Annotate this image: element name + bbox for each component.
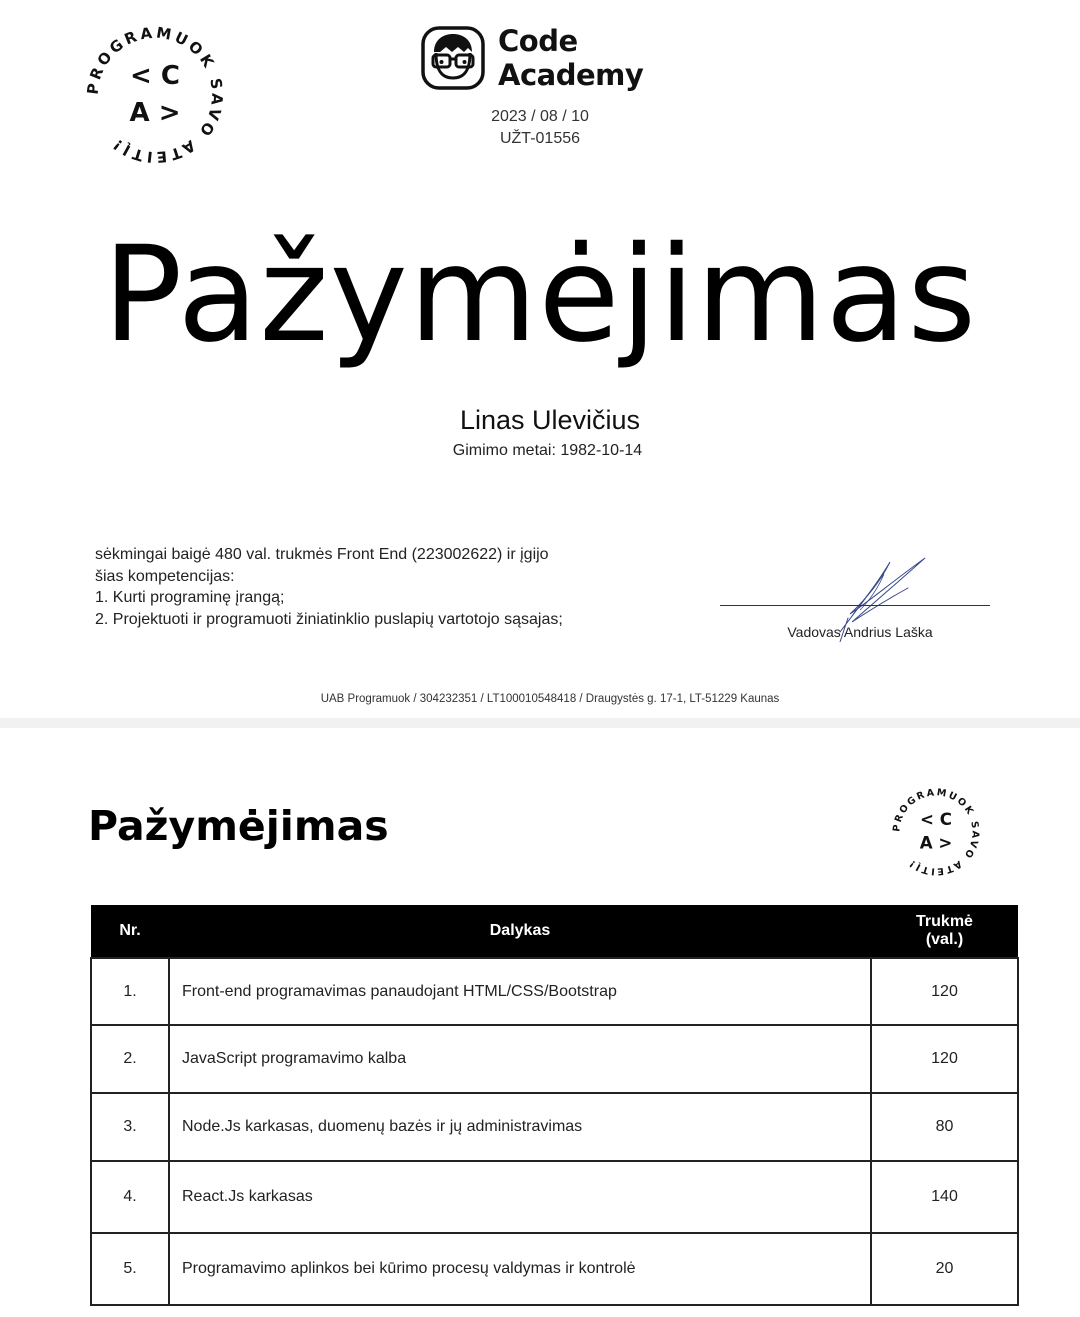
row-hours: 80 — [871, 1093, 1018, 1161]
row-nr: 5. — [91, 1233, 169, 1305]
programuok-badge-logo — [80, 20, 230, 170]
body-line: šias kompetencijas: — [95, 567, 235, 585]
competency-item: 2. Projektuoti ir programuoti žiniatinklio puslapių vartotojo sąsajas; — [95, 610, 563, 628]
certificate-body — [95, 544, 655, 630]
row-nr: 3. — [91, 1093, 169, 1161]
svg-text:PROGRAMUOK SAVO ATEITĮ! — [84, 23, 227, 166]
table-header-row — [91, 905, 1018, 958]
table-row — [91, 958, 1018, 1025]
company-footer: UAB Programuok / 304232351 / LT100010548418 / Draugystės g. 17-1, LT-51229 Kaunas — [320, 693, 780, 705]
badge-ring-text: PROGRAMUOK SAVO ATEITĮ! — [83, 23, 227, 167]
body-line: sėkmingai baigė 480 val. trukmės Front End (223002622) ir įgijo — [95, 546, 549, 563]
row-subject: Node.Js karkasas, duomenų bazės ir jų administravimas — [169, 1093, 871, 1161]
document-meta — [440, 106, 640, 150]
badge-center-top: < C — [920, 809, 952, 829]
certificate-title: Pažymėjimas — [102, 218, 978, 372]
row-subject: Front-end programavimas panaudojant HTML/CSS/Bootstrap — [169, 958, 871, 1025]
page-separator — [0, 718, 1080, 728]
badge-ring-text: PROGRAMUOK SAVO ATEITĮ! — [891, 787, 981, 877]
birth-date: Gimimo metai: 1982-10-14 — [452, 442, 643, 459]
holder-name: Linas Ulevičius — [459, 405, 641, 435]
column-header-hours-line2: (val.) — [925, 931, 964, 948]
issue-date: 2023 / 08 / 10 — [491, 108, 589, 125]
column-header-hours-line1: Trukmė — [916, 913, 973, 930]
brand-wordmark — [498, 24, 643, 92]
badge-center-bottom: A > — [129, 98, 181, 128]
row-hours: 120 — [871, 958, 1018, 1025]
table-row — [91, 1093, 1018, 1161]
svg-text:PROGRAMUOK SAVO ATEITĮ! — [891, 787, 980, 877]
column-header-nr: Nr. — [91, 905, 169, 958]
table-row — [91, 1025, 1018, 1093]
table-row — [91, 1161, 1018, 1233]
brand-name-line2: Academy — [498, 58, 644, 92]
row-subject: Programavimo aplinkos bei kūrimo procesų valdymas ir kontrolė — [169, 1233, 871, 1305]
competency-item: 1. Kurti programinę įrangą; — [95, 589, 285, 606]
row-nr: 4. — [91, 1161, 169, 1233]
row-hours: 120 — [871, 1025, 1018, 1093]
nerd-glasses-logo-icon — [420, 25, 486, 91]
brand-name-line1: Code — [498, 24, 578, 58]
row-subject: React.Js karkasas — [169, 1161, 871, 1233]
row-subject: JavaScript programavimo kalba — [169, 1025, 871, 1093]
code-academy-logo — [420, 24, 643, 92]
column-header-hours — [871, 905, 1018, 958]
subjects-table — [90, 905, 1019, 1306]
programuok-badge-logo-small — [888, 784, 984, 880]
column-header-subject: Dalykas — [169, 905, 871, 958]
signature-line — [720, 605, 990, 606]
appendix-title: Pažymėjimas — [88, 802, 389, 850]
badge-center-top: < C — [130, 61, 180, 91]
row-hours: 20 — [871, 1233, 1018, 1305]
row-nr: 2. — [91, 1025, 169, 1093]
certificate-number: UŽT-01556 — [499, 130, 581, 147]
badge-center-bottom: A > — [919, 833, 953, 853]
table-row — [91, 1233, 1018, 1305]
row-nr: 1. — [91, 958, 169, 1025]
row-hours: 140 — [871, 1161, 1018, 1233]
director-name: Vadovas Andrius Laška — [787, 624, 933, 640]
